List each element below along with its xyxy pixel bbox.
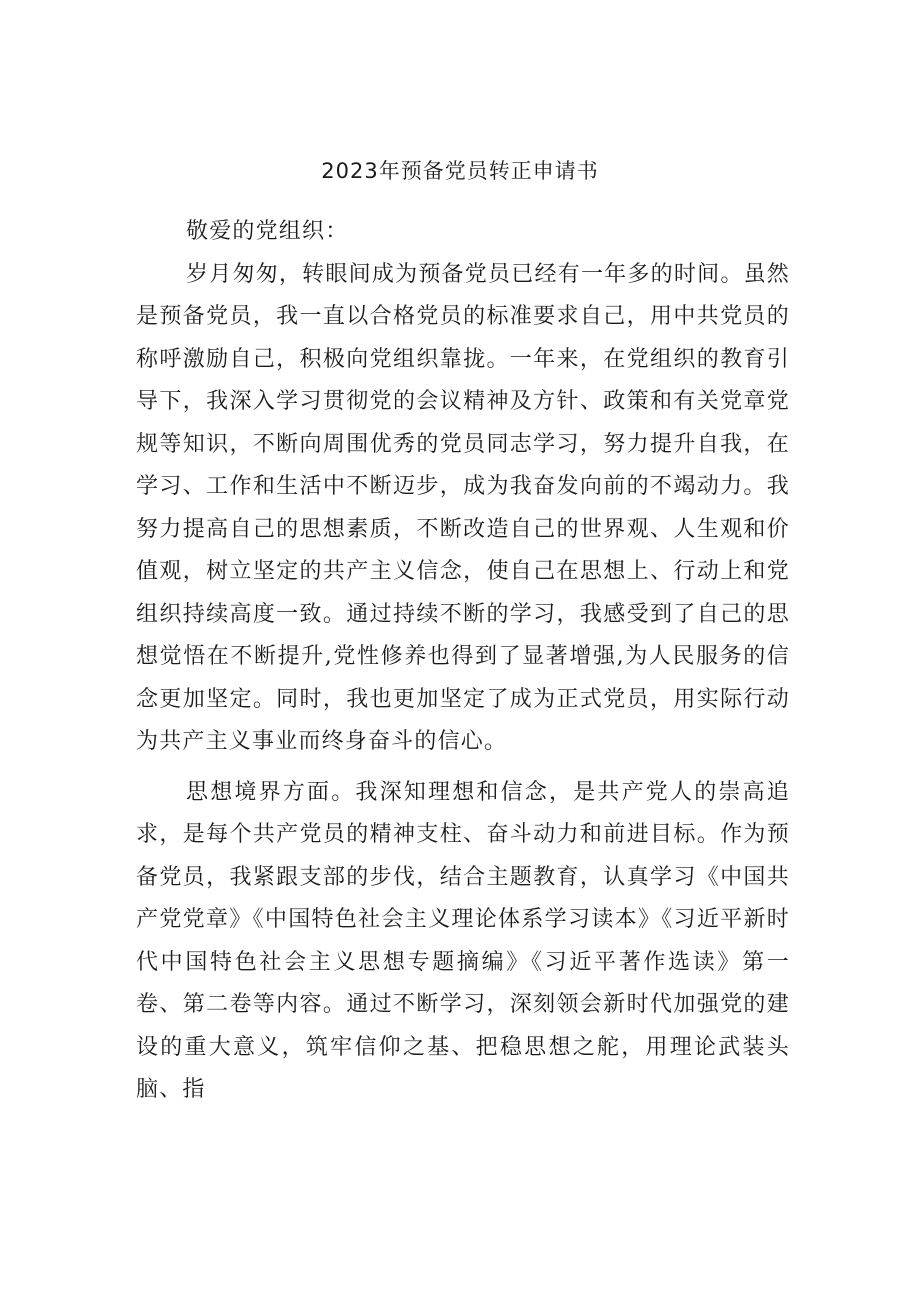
document-body <box>136 211 790 1112</box>
paragraph-1: 岁月匆匆，转眼间成为预备党员已经有一年多的时间。虽然是预备党员，我一直以合格党员的标准要求自己，用中共党员的称呼激励自己，积极向党组织靠拢。一年来，在党组织的教育引导下，我深入学习贯彻党的会议精神及方针、政策和有关党章党规等知识，不断向周围优秀的党员同志学习，努力提升自我，在学习、工作和生活中不断迈步，成为我奋发向前的不竭动力。我努力提高自己的思想素质，不断改造自己的世界观、人生观和价值观，树立坚定的共产主义信念，使自己在思想上、行动上和党组织持续高度一致。通过持续不断的学习，我感受到了自己的思想觉悟在不断提升,党性修养也得到了显著增强,为人民服务的信念更加坚定。同时，我也更加坚定了成为正式党员，用实际行动为共产主义事业而终身奋斗的信心。 <box>136 261 790 754</box>
salutation: 敬爱的党组织： <box>186 219 349 244</box>
document-title: 2023年预备党员转正申请书 <box>321 159 599 183</box>
paragraph-2: 思想境界方面。我深知理想和信念，是共产党人的崇高追求，是每个共产党员的精神支柱、奋斗动力和前进目标。作为预备党员，我紧跟支部的步伐，结合主题教育，认真学习《中国共产党党章》《中国特色社会主义理论体系学习读本》《习近平新时代中国特色社会主义思想专题摘编》《习近平著作选读》第一卷、第二卷等内容。通过不断学习，深刻领会新时代加强党的建设的重大意义，筑牢信仰之基、把稳思想之舵，用理论武装头脑、指 <box>136 779 790 1102</box>
